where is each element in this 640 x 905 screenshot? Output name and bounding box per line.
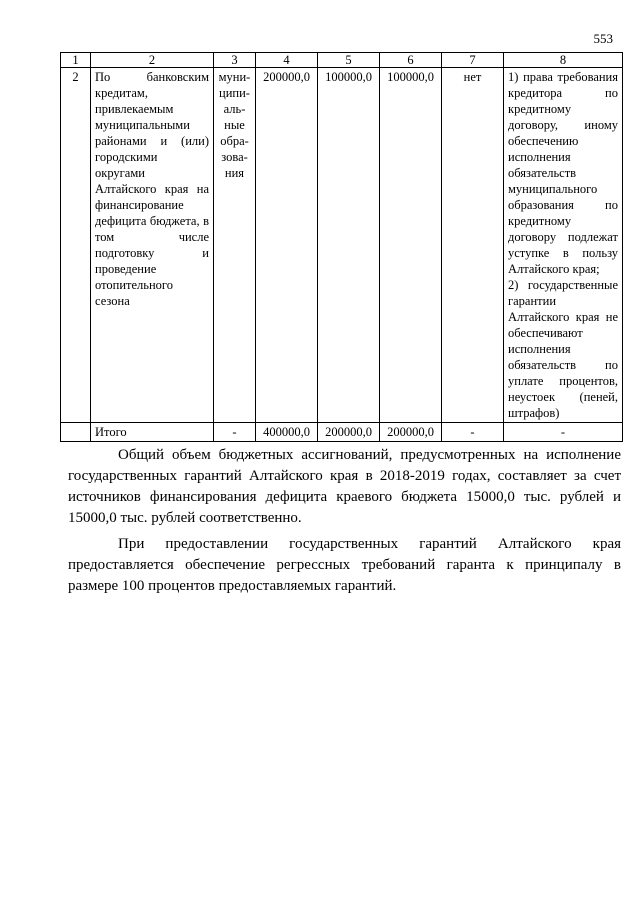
page-number: 553 [593,31,613,46]
total-empty-cell [61,423,91,442]
column-header: 5 [318,53,380,68]
table-header-row [61,53,623,68]
column-header: 3 [214,53,256,68]
total-label: Итого [91,423,214,442]
column-header: 1 [61,53,91,68]
condition-1: 1) права требования кредитора по кредитному договору, иному обеспечению исполнения обязательств муниципального образования по кредитному договору подлежат уступке в пользу Алтайского края; [508,70,618,276]
total-col7: - [442,423,504,442]
total-amount-2019: 200000,0 [380,423,442,442]
body-text [68,445,621,602]
column-header: 2 [91,53,214,68]
guarantee-purpose: По банковским кредитам, привлекаемым муниципальными районами и (или) городскими округами Алтайского края на финансирование дефицита бюджета, в том числе подготовку и проведение отопительного сезона [91,68,214,423]
total-col3: - [214,423,256,442]
total-col8: - [504,423,623,442]
recourse-right: нет [442,68,504,423]
total-amount-2018: 200000,0 [318,423,380,442]
total-amount: 400000,0 [256,423,318,442]
row-number: 2 [61,68,91,423]
table-total-row [61,423,623,442]
column-header: 4 [256,53,318,68]
paragraph-budget-allocations: Общий объем бюджетных ассигнований, предусмотренных на исполнение государственных гарантий Алтайского края в 2018-2019 годах, составляет за счет источников финансирования дефицита краевого бюджета 15000,0 тыс. рублей и 15000,0 тыс. рублей соответственно. [68,447,621,526]
principal-category: муни- ципи- аль- ные обра- зова- ния [214,68,256,423]
column-header: 6 [380,53,442,68]
other-conditions [504,68,623,423]
column-header: 8 [504,53,623,68]
guarantee-amount-2019: 100000,0 [380,68,442,423]
guarantees-table [60,52,623,442]
condition-2: 2) государственные гарантии Алтайского края не обеспечивают исполнения обязательств по уплате процентов, неустоек (пеней, штрафов) [508,278,618,420]
guarantee-amount-2018: 100000,0 [318,68,380,423]
guarantee-amount-total: 200000,0 [256,68,318,423]
table-row [61,68,623,423]
paragraph-recourse-security: При предоставлении государственных гарантий Алтайского края предоставляется обеспечение регрессных требований гаранта к принципалу в размере 100 процентов предоставляемых гарантий. [68,536,621,594]
column-header: 7 [442,53,504,68]
